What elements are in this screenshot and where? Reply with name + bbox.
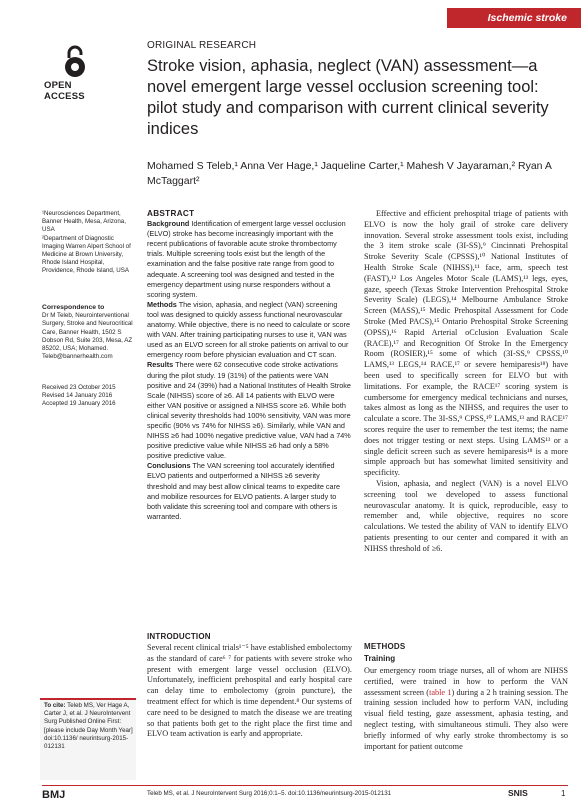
snis-logo: SNIS: [508, 788, 528, 798]
cite-text: Teleb MS, Ver Hage A, Carter J, et al. J NeuroIntervent Surg Published Online First: [please include Day Month Year] doi:10.1136/ neurintsurg-2015-012131: [44, 702, 133, 751]
conclusions-text: The VAN screening tool accurately identified ELVO patients and outperformed a NIHSS ≥6 severity threshold and may best allow clinical teams to expedite care and mobilize resources for ELVO patients. A larger study to both validate this screening tool and compare with others is warranted.: [147, 461, 341, 521]
methods-text-start: Our emergency room triage nurses, all of whom are NIHSS certified, were trained in how to perform the VAN assessment screen (: [364, 666, 568, 697]
methods-heading: METHODS: [364, 642, 406, 651]
affiliation-2: ²Department of Diagnostic Imaging Warren Alpert School of Medicine at Brown University, Rhode Island Hospital, Providence, Rhode Island, USA: [42, 234, 131, 275]
methods-text: [364, 666, 568, 752]
bmj-logo: BMJ: [42, 789, 66, 801]
body-paragraph-1: Effective and efficient prehospital triage of patients with ELVO is now the holy grail of stroke care delivery innovation. Several stroke assessment tools exist, including the 3 item stroke scale (3I-SS),⁹ Cincinnati Prehospital Stroke Severity Scale (CPSSS),¹⁰ National Institutes of Health Stroke Scale (NIHSS),¹¹ face, arm, speech test (FAST),¹² Los Angeles Motor Scale (LAMS),¹³ legs, eyes, gaze, speech (Texas Stroke Intervention Prehospital Stroke Severity Scale) (LEGS),¹⁴ Melbourne Ambulance Stroke Screen (MASS),¹⁵ Medic Prehospital Assessment for Code Stroke (Med PACS),¹⁵ Ontario Prehospital Stroke Screening (OPSS),¹⁶ Rapid Arterial oCclusion Evaluation Scale (RACE),¹⁷ and Recognition Of Stroke In the Emergency Room (ROSIER),¹⁵ some of which (3I-SS,⁹ CPSSS,¹⁰ LAMS,¹³ LEGS,¹⁴ RACE,¹⁷ or severe hemiparesis¹⁸) have been used to specifically screen for ELVO but with limitations. For example, the RACE¹⁷ scoring system is cumbersome for emergency medical technicians and nurses, takes almost as long as the NIHSS, and requires the user to calculate a score. The 3I-SS,⁹ CPSS,¹⁰ LAMS,¹³ and RACE¹⁷ scores require the user to remember the test items; the name does not trigger testing or next steps. Using LAMS¹³ or a single deficit screen such as severe hemiparesis¹⁸ is a more simple approach but has somewhat limited sensitivity and specificity.: [364, 209, 568, 478]
correspondence: [42, 304, 134, 361]
introduction-heading: INTRODUCTION: [147, 632, 211, 641]
right-column-body: [364, 209, 568, 555]
training-subheading: Training: [364, 654, 396, 663]
open-access-label: OPEN ACCESS: [44, 80, 85, 102]
citation-text-block: [44, 702, 134, 751]
results-text: There were 62 consecutive code stroke activations during the pilot study. 19 (31%) of the patients were VAN positive and 24 (39%) had a National Institutes of Health Stroke Scale (NIHSS) score of ≥6. All 14 patients with ELVO were either VAN positive or assigned a NIHSS score ≥6. While both clinical severity thresholds had 100% sensitivity, VAN was more specific (90% vs 74% for NIHSS ≥6). Similarly, while VAN and NIHSS ≥6 had 100% negative predictive value, VAN had a 74% positive predictive value while NIHSS ≥6 had only a 58% positive predictive value.: [147, 360, 351, 461]
background-label: Background: [147, 219, 190, 229]
abstract-background: [147, 219, 351, 300]
affiliation-1: ¹Neurosciences Department, Banner Health, Mesa, Arizona, USA: [42, 210, 126, 234]
affiliations: [42, 210, 134, 276]
conclusions-label: Conclusions: [147, 461, 191, 471]
abstract-methods: [147, 300, 351, 361]
methods-text: The vision, aphasia, and neglect (VAN) screening tool was designed to quickly assess functional neurovascular anatomy. While objective, there is no need to calculate or score with VAN. After training participating nurses to use it, VAN was used as an ELVO screen for all stroke patients on arrival to our emergency room before physician evaluation and CT scan.: [147, 299, 350, 360]
methods-text-end: ) during a 2 h training session. The training session included how to perform VAN, including visual field testing, gaze assessment, aphasia testing, and neglect testing, with simultaneous stimuli. They also were briefly informed of why early stroke thrombectomy is so important for patient outcome: [364, 687, 568, 751]
table-1-link[interactable]: table 1: [429, 687, 452, 697]
article-type: ORIGINAL RESEARCH: [147, 40, 257, 51]
methods-label: Methods: [147, 299, 177, 309]
background-text: Identification of emergent large vessel occlusion (ELVO) stroke has become increasingly important with the recent publications of favorable acute stroke thrombectomy trials. Multiple screening tools exist but the length of the examination and the false positive rate range from good to adequate. A screening tool was designed and tested in the emergency department using nurse responders without a scoring system.: [147, 219, 346, 299]
topic-label: Ischemic stroke: [487, 12, 567, 24]
revised-date: Revised 14 January 2016: [42, 392, 113, 400]
introduction-text: Several recent clinical trials¹⁻⁵ have established embolectomy as the standard of care⁶ ⁷ for patients with severe stroke who present with emergent large vessel occlusion (ELVO). Unfortunately, inefficient prehospital and early hospital care can delay time to embolectomy (groin puncture), the treatment effect for which is time dependent.⁸ Our systems of care need to be designed to match the disease we are treating so that patients both get to the right place the first time and ELVO team activation is early and appropriate.: [147, 643, 352, 739]
abstract-results: [147, 360, 351, 461]
footer-divider: [42, 785, 568, 786]
body-paragraph-2: Vision, aphasia, and neglect (VAN) is a novel ELVO screening tool we developed to assess functional neurovascular anatomy. It is quick, reproducible, easy to remember and, while objective, requires no score calculations. We tested the ability of VAN to identify ELVO patients presenting to our center and compared it with an NIHSS threshold of ≥6.: [364, 478, 568, 553]
abstract-heading: ABSTRACT: [147, 209, 195, 218]
footer-citation: Teleb MS, et al. J NeuroIntervent Surg 2016;0:1–5. doi:10.1136/neurintsurg-2015-012131: [147, 790, 392, 797]
cite-label: To cite:: [44, 702, 66, 709]
results-label: Results: [147, 360, 174, 370]
page-number: 1: [561, 789, 566, 798]
correspondence-text: Dr M Teleb, Neurointerventional Surgery, Stroke and Neurocritical Care, Banner Health, 1502 S Dobson Rd, Suite 203, Mesa, AZ 85202, USA; Mohamed. Teleb@bannerhealth.com: [42, 312, 133, 361]
journal-header-bar: [0, 8, 581, 28]
received-date: Received 23 October 2015: [42, 384, 116, 391]
abstract: [147, 209, 351, 522]
article-dates: [42, 384, 134, 409]
abstract-conclusions: [147, 461, 351, 522]
open-access-lock-icon: [62, 44, 88, 78]
accepted-date: Accepted 19 January 2016: [42, 400, 116, 408]
article-title: Stroke vision, aphasia, neglect (VAN) assessment—a novel emergent large vessel occlusion screening tool: pilot study and comparison with current clinical severity indices: [147, 57, 549, 138]
author-list: Mohamed S Teleb,¹ Anna Ver Hage,¹ Jaqueline Carter,¹ Mahesh V Jayaraman,² Ryan A McTaggart²: [147, 160, 552, 187]
correspondence-label: Correspondence to: [42, 304, 105, 311]
